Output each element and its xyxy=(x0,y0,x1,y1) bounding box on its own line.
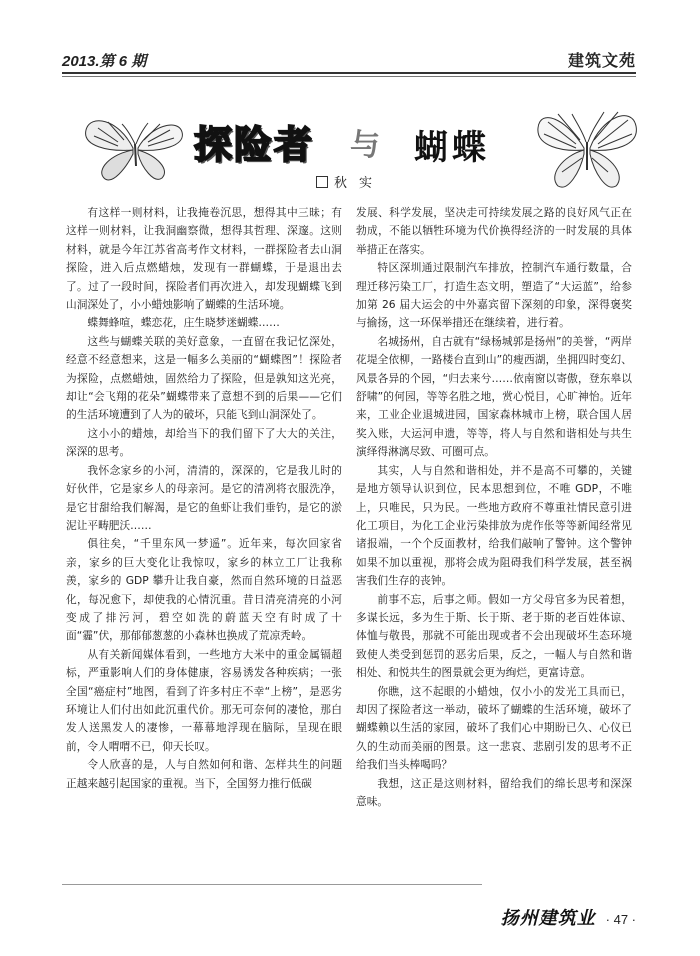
paragraph: 这小小的蜡烛，却给当下的我们留下了大大的关注，深深的思考。 xyxy=(66,426,342,459)
paragraph: 我想，这正是这则材料，留给我们的绵长思考和深深意味。 xyxy=(356,776,632,808)
author-line xyxy=(316,172,384,191)
header-rule xyxy=(62,72,636,74)
title-part2: 与 xyxy=(350,128,381,163)
paragraph: 其实，人与自然和谐相处，并不是高不可攀的，关键是地方领导认识到位，民本思想到位，不唯 GDP，不唯上，只唯民，只为民。一些地方政府不尊重社情民意引进化工项目，为化工企业污染排放为虎作伥等等新闻经常见诸报端，一个个反面教材，给我们敲响了警钟。这个警钟如果不加以重视，那将会成为阻碍我们科学发展，甚至祸害我们生存的丧钟。 xyxy=(356,463,632,588)
author-name: 秋实 xyxy=(334,176,385,191)
butterfly-icon-left xyxy=(78,108,188,188)
page-number: · 47 · xyxy=(605,912,636,927)
right-column xyxy=(356,204,632,866)
title-part3: 蝴蝶 xyxy=(414,128,490,168)
paragraph: 名城扬州，自古就有“绿杨城郭是扬州”的美誉，“两岸花堤全依柳，一路楼台直到山”的瘦西湖，坐拥四时变幻、风景各异的个园，“归去来兮……依南窗以寄傲，登东皋以舒啸”的何园，等等名胜之地，赏心悦目，心旷神怡。近年来，工业企业退城进园，国家森林城市上榜，联合国人居奖入账，大运河申遗，等等，将人与自然和谐相处与共生演绎得淋漓尽致、可圈可点。 xyxy=(356,334,632,459)
paragraph: 前事不忘，后事之师。假如一方父母官多为民着想，多谋长远，多为生于斯、长于斯、老于斯的老百姓体谅、体恤与敬畏，那就不可能出现或者不会出现破坏生态环境致使人类受到惩罚的恶劣后果，反之，一幅人与自然和谐相处、和悦共生的图景就会更为绚烂，更富诗意。 xyxy=(356,592,632,680)
paragraph: 有这样一则材料，让我掩卷沉思，想得其中三昧；有这样一则材料，让我洞幽察微，想得其哲理、深邃。这则材料，就是今年江苏省高考作文材料，一群探险者去山洞探险，进入后点燃蜡烛，发现有一群蝴蝶，于是退出去了。过了一段时间，探险者们再次进入，却发现蝴蝶飞到山洞深处了，小小蜡烛影响了蝴蝶的生活环境。 xyxy=(66,206,342,312)
paragraph: 我怀念家乡的小河，清清的，深深的，它是我儿时的好伙伴，它是家乡人的母亲河。是它的清冽将衣服洗净，是它甘甜给我们解渴，是它的鱼虾让我们垂钓，是它的淤泥让平畴肥沃…… xyxy=(66,463,342,532)
paragraph: 俱往矣，“千里东风一梦遥”。近年来，每次回家省亲，家乡的巨大变化让我惊叹，家乡的林立工厂让我称羡，家乡的 GDP 攀升让我自豪，然而自然环境的日益恶化，每况愈下，却使我的心情沉重。昔日清亮清亮的小河变成了排污河，碧空如洗的蔚蓝天空有时成了十面“霾”伏，那郁郁葱葱的小森林也换成了荒凉秃岭。 xyxy=(66,537,342,643)
paragraph: 令人欣喜的是，人与自然如何和谐、怎样共生的问题正越来越引起国家的重视。当下，全国努力推行低碳 xyxy=(66,758,342,790)
issue-label: 2013.第 6 期 xyxy=(62,53,147,70)
page-footer xyxy=(501,904,636,930)
header-rule-thin xyxy=(62,76,636,77)
paragraph-continued: 发展、科学发展，坚决走可持续发展之路的良好风气正在勃成，不能以牺牲环境为代价换得经济的一时发展的具体举措正在落实。 xyxy=(356,206,632,256)
author-box-icon xyxy=(316,176,328,188)
article-body xyxy=(66,204,632,866)
paragraph: 特区深圳通过限制汽车排放，控制汽车通行数量，合理迁移污染工厂，打造生态文明，塑造了“大运蓝”，给参加第 26 届大运会的中外嘉宾留下深刻的印象，深得褒奖与揄扬，这一环保举措还在继续着，进行着。 xyxy=(356,261,632,330)
paragraph: 蝶舞蜂喧，蝶恋花，庄生晓梦迷蝴蝶…… xyxy=(87,316,280,330)
paragraph: 这些与蝴蝶关联的美好意象，一直留在我记忆深处，经意不经意想来，这是一幅多么美丽的“蝴蝶图”！探险者为探险，点燃蜡烛，固然给力了探险，但是孰知这光亮，却让“会飞翔的花朵”蝴蝶带来了意想不到的后果——它们的生活环境遭到了人为的破坏，只能飞到山洞深处了。 xyxy=(66,334,342,422)
section-label: 建筑文苑 xyxy=(567,51,636,70)
footer-rule xyxy=(62,884,482,885)
title-part1: 探险者 xyxy=(194,123,315,167)
left-column xyxy=(66,204,342,866)
paragraph: 你瞧，这不起眼的小蜡烛，仅小小的发光工具而已，却因了探险者这一举动，破坏了蝴蝶的生活环境，破坏了蝴蝶赖以生活的家园，破坏了我们心中期盼已久、心仪已久的生动而美丽的图景。这一悲哀、悲剧引发的思考不正给我们当头棒喝吗？ xyxy=(356,684,632,772)
page-header xyxy=(62,42,636,72)
butterfly-icon-right xyxy=(532,100,642,195)
paragraph: 从有关新闻媒体看到，一些地方大米中的重金属镉超标，严重影响人们的身体健康，容易诱发各种疾病；一张全国“癌症村”地图，看到了许多村庄不幸“上榜”，是恶劣环境让人们付出如此沉重代价。那无可奈何的凄怆，那白发人送黑发人的凄惨，一幕幕地浮现在脑际，呈现在眼前，令人喟喟不已，仰天长叹。 xyxy=(66,647,342,753)
publication-brand: 扬州建筑业 xyxy=(500,908,596,929)
